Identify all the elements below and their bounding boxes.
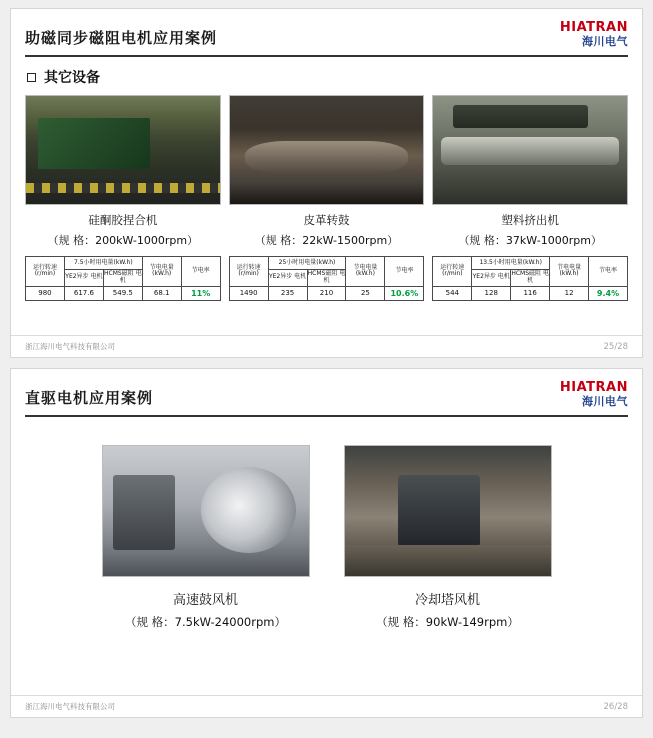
case-3-value-speed: 544 xyxy=(433,286,472,300)
section-heading-label: 其它设备 xyxy=(44,70,100,86)
case-1-sub-header-2: HCMS磁阻 电机 xyxy=(103,270,142,287)
logo-main-text: HIATRAN xyxy=(559,380,628,395)
case-1-saving-energy-header: 节电电量 (kW.h) xyxy=(142,257,181,287)
page-title: 助磁同步磁阻电机应用案例 xyxy=(25,28,218,47)
case-2-value-saving: 25 xyxy=(346,286,385,300)
case-2-name: 皮革转鼓 xyxy=(303,213,350,227)
case-3-sub-header-1: YE2异步 电机 xyxy=(472,270,511,287)
table-row xyxy=(433,286,628,300)
case-card-4 xyxy=(102,445,310,630)
case-card-5 xyxy=(344,445,552,630)
case-3-value-hcms: 116 xyxy=(511,286,550,300)
case-1-value-rate: 11% xyxy=(181,286,220,300)
case-2-value-rate: 10.6% xyxy=(385,286,424,300)
logo-sub-text: 海川电气 xyxy=(582,395,628,408)
table-row xyxy=(26,286,221,300)
case-3-value-saving: 12 xyxy=(550,286,589,300)
plastic-extruder-photo xyxy=(432,95,628,205)
leather-drum-photo xyxy=(229,95,425,205)
case-1-saving-rate-header: 节电率 xyxy=(181,257,220,287)
case-columns xyxy=(11,417,642,630)
case-1-value-hcms: 549.5 xyxy=(103,286,142,300)
case-1-speed-header: 运行转速 (r/min) xyxy=(26,257,65,287)
case-2-spec: （规 格：22kW-1500rpm） xyxy=(254,234,399,247)
page-number: 25/28 xyxy=(603,341,628,352)
case-card-3 xyxy=(432,95,628,301)
case-2-value-hcms: 210 xyxy=(307,286,346,300)
slide-2 xyxy=(10,368,643,718)
case-2-saving-rate-header: 节电率 xyxy=(385,257,424,287)
case-3-group-header: 13.5小时用电量(kW.h) xyxy=(472,257,550,270)
case-2-value-ye2: 235 xyxy=(268,286,307,300)
case-card-1 xyxy=(25,95,221,301)
case-3-name: 塑料挤出机 xyxy=(501,213,559,227)
high-speed-blower-photo xyxy=(102,445,310,577)
slide-1-footer xyxy=(11,335,642,357)
brand-logo xyxy=(560,21,628,47)
case-3-saving-energy-header: 节电电量 (kW.h) xyxy=(550,257,589,287)
case-4-name: 高速鼓风机 xyxy=(172,593,238,608)
case-2-sub-header-2: HCMS磁阻 电机 xyxy=(307,270,346,287)
case-2-group-header: 25小时用电量(kW.h) xyxy=(268,257,346,270)
case-2-sub-header-1: YE2异步 电机 xyxy=(268,270,307,287)
case-3-speed-header: 运行转速 (r/min) xyxy=(433,257,472,287)
case-2-value-speed: 1490 xyxy=(229,286,268,300)
slide-1-header xyxy=(25,19,628,57)
case-5-spec: （规 格：90kW-149rpm） xyxy=(376,615,519,629)
page-title: 直驱电机应用案例 xyxy=(25,388,154,407)
case-1-value-speed: 980 xyxy=(26,286,65,300)
case-1-value-saving: 68.1 xyxy=(142,286,181,300)
square-bullet-icon xyxy=(27,73,36,82)
case-2-speed-header: 运行转速 (r/min) xyxy=(229,257,268,287)
company-name: 浙江海川电气科技有限公司 xyxy=(25,342,115,351)
case-1-group-header: 7.5小时用电量(kW.h) xyxy=(64,257,142,270)
logo-sub-text: 海川电气 xyxy=(582,35,628,48)
logo-main-text: HIATRAN xyxy=(559,20,628,35)
company-name: 浙江海川电气科技有限公司 xyxy=(25,702,115,711)
case-1-value-ye2: 617.6 xyxy=(64,286,103,300)
case-3-saving-rate-header: 节电率 xyxy=(589,257,628,287)
case-3-value-ye2: 128 xyxy=(472,286,511,300)
case-3-sub-header-2: HCMS磁阻 电机 xyxy=(511,270,550,287)
case-1-table xyxy=(25,256,221,301)
case-3-spec: （规 格：37kW-1000rpm） xyxy=(458,234,602,247)
slide-1 xyxy=(10,8,643,358)
case-2-table xyxy=(229,256,425,301)
case-1-sub-header-1: YE2异步 电机 xyxy=(64,270,103,287)
case-3-table xyxy=(432,256,628,301)
brand-logo xyxy=(560,381,628,407)
slide-2-header xyxy=(25,379,628,417)
case-3-value-rate: 9.4% xyxy=(589,286,628,300)
case-2-saving-energy-header: 节电电量 (kW.h) xyxy=(346,257,385,287)
case-4-spec: （规 格：7.5kW-24000rpm） xyxy=(125,615,286,629)
cooling-tower-fan-photo xyxy=(344,445,552,577)
case-1-name: 硅酮胶捏合机 xyxy=(88,213,158,227)
case-5-name: 冷却塔风机 xyxy=(414,593,480,608)
section-heading xyxy=(27,67,626,87)
case-1-spec: （规 格：200kW-1000rpm） xyxy=(47,234,199,247)
slide-2-footer xyxy=(11,695,642,717)
case-columns xyxy=(11,91,642,301)
silicone-kneader-photo xyxy=(25,95,221,205)
page-number: 26/28 xyxy=(603,701,628,712)
table-row xyxy=(229,286,424,300)
case-card-2 xyxy=(229,95,425,301)
